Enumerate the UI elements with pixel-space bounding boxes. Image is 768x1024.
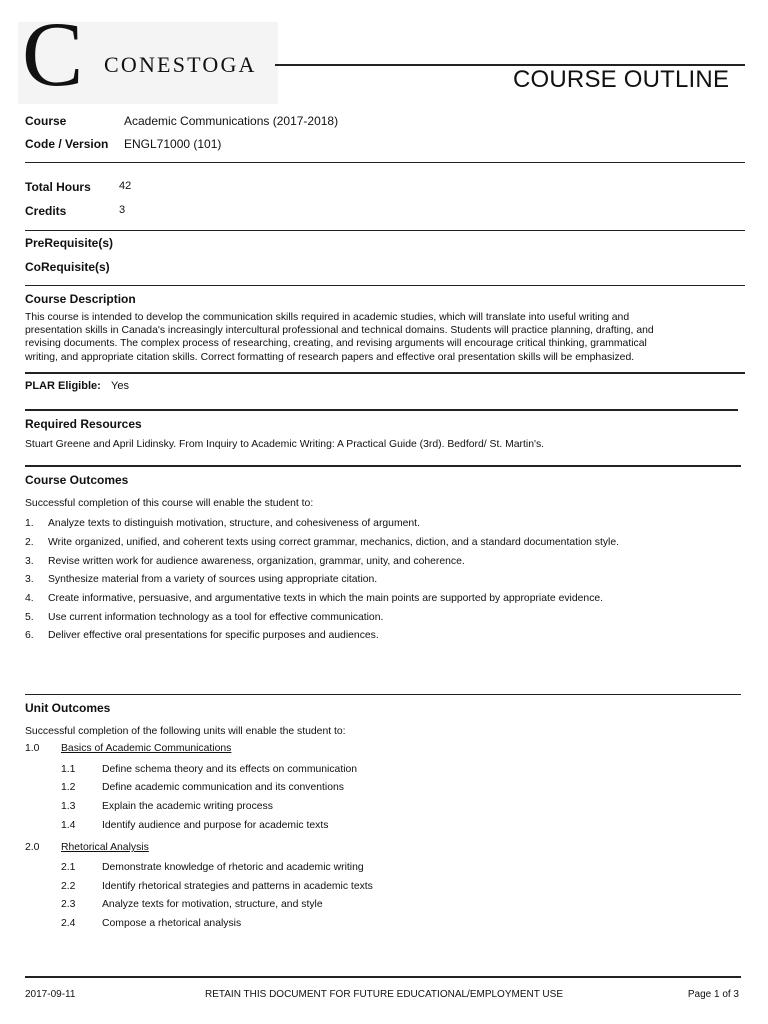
prerequisites-label: PreRequisite(s) bbox=[25, 236, 114, 250]
unit-item-text: Identify rhetorical strategies and patterns in academic texts bbox=[102, 881, 373, 892]
unit-number: 1.0 bbox=[25, 743, 40, 754]
unit-item bbox=[61, 782, 344, 793]
unit-item-text: Explain the academic writing process bbox=[102, 801, 273, 812]
resources-heading: Required Resources bbox=[25, 417, 142, 431]
outcome-text: Revise written work for audience awareness, organization, grammar, unity, and coherence. bbox=[48, 556, 465, 567]
divider bbox=[25, 409, 738, 411]
footer-notice: RETAIN THIS DOCUMENT FOR FUTURE EDUCATIONAL/EMPLOYMENT USE bbox=[205, 989, 563, 1000]
code-value: ENGL71000 (101) bbox=[124, 137, 222, 151]
outcome-text: Write organized, unified, and coherent texts using correct grammar, mechanics, diction, and a standard documentation style. bbox=[48, 537, 620, 548]
unit-item bbox=[61, 820, 329, 831]
divider bbox=[25, 230, 745, 231]
credits-value: 3 bbox=[119, 204, 126, 216]
logo-wordmark: CONESTOGA bbox=[104, 52, 257, 77]
unit-item bbox=[61, 881, 373, 892]
credits-label: Credits bbox=[25, 204, 67, 218]
description-line: presentation skills in Canada's increasingly intercultural professional and technical domains. Students will practice planning, drafting, and bbox=[25, 325, 654, 337]
unit-item-number: 1.1 bbox=[61, 764, 76, 775]
unit-item bbox=[61, 764, 358, 775]
divider bbox=[25, 694, 741, 695]
unit-item bbox=[61, 899, 323, 910]
outcome-number: 1. bbox=[25, 518, 34, 529]
page-title: COURSE OUTLINE bbox=[513, 66, 730, 93]
description-line: revising documents. The complex process of researching, creating, and revising arguments will encourage critical thinking, grammatical bbox=[25, 338, 647, 350]
unit-number: 2.0 bbox=[25, 842, 40, 853]
outcome-number: 2. bbox=[25, 537, 34, 548]
code-label: Code / Version bbox=[25, 137, 109, 151]
footer-date: 2017-09-11 bbox=[25, 989, 76, 1000]
resources-text: Stuart Greene and April Lidinsky. From Inquiry to Academic Writing: A Practical Guide (3rd). Bedford/ St. Martin's. bbox=[25, 439, 545, 450]
description-line: This course is intended to develop the communication skills required in academic studies, which will translate into useful writing and bbox=[25, 312, 630, 323]
outcome-number: 6. bbox=[25, 630, 34, 641]
unit-outcomes-intro: Successful completion of the following units will enable the student to: bbox=[25, 726, 346, 737]
outcome-text: Analyze texts to distinguish motivation, structure, and cohesiveness of argument. bbox=[48, 518, 420, 529]
unit-item-number: 2.4 bbox=[61, 918, 76, 929]
outcome-text: Create informative, persuasive, and argumentative texts in which the main points are supported by appropriate evidence. bbox=[48, 593, 604, 604]
divider bbox=[25, 465, 741, 467]
unit-item bbox=[61, 918, 242, 929]
unit-item-text: Define academic communication and its conventions bbox=[102, 782, 344, 793]
unit-item-number: 1.3 bbox=[61, 801, 76, 812]
unit-heading bbox=[25, 842, 149, 853]
unit-item bbox=[61, 862, 364, 873]
description-heading: Course Description bbox=[25, 292, 136, 306]
unit-item-number: 2.3 bbox=[61, 899, 76, 910]
divider bbox=[25, 285, 745, 286]
outcome-number: 4. bbox=[25, 593, 34, 604]
outcome-number: 5. bbox=[25, 612, 34, 623]
unit-item-number: 1.4 bbox=[61, 820, 76, 831]
outcome-number: 3. bbox=[25, 556, 34, 567]
logo-mark: C bbox=[22, 3, 84, 105]
outcome-number: 3. bbox=[25, 574, 34, 585]
description-line: writing, and appropriate citation skills. Correct formatting of research papers and effective oral presentation skills will be emphasized. bbox=[25, 351, 635, 363]
unit-item-text: Identify audience and purpose for academic texts bbox=[102, 820, 329, 831]
outcome-text: Synthesize material from a variety of sources using appropriate citation. bbox=[48, 574, 378, 585]
page-number: Page 1 of 3 bbox=[687, 989, 739, 1000]
divider bbox=[25, 162, 745, 163]
divider bbox=[25, 372, 745, 374]
unit-title: Rhetorical Analysis bbox=[61, 842, 149, 853]
outcome-text: Deliver effective oral presentations for specific purposes and audiences. bbox=[48, 630, 379, 641]
footer-rule bbox=[25, 976, 741, 978]
unit-item-number: 2.1 bbox=[61, 862, 76, 873]
unit-item-number: 1.2 bbox=[61, 782, 76, 793]
unit-item-number: 2.2 bbox=[61, 881, 76, 892]
unit-item-text: Define schema theory and its effects on communication bbox=[102, 764, 358, 775]
course-outcomes-intro: Successful completion of this course will enable the student to: bbox=[25, 498, 314, 509]
course-outcomes-heading: Course Outcomes bbox=[25, 473, 129, 487]
course-label: Course bbox=[25, 114, 67, 128]
unit-item-text: Compose a rhetorical analysis bbox=[102, 918, 242, 929]
unit-item-text: Analyze texts for motivation, structure, and style bbox=[102, 899, 323, 910]
unit-item bbox=[61, 801, 273, 812]
plar-value: Yes bbox=[111, 380, 129, 392]
hours-label: Total Hours bbox=[25, 180, 91, 194]
description-text bbox=[25, 311, 745, 364]
hours-value: 42 bbox=[119, 180, 132, 192]
unit-heading bbox=[25, 743, 232, 754]
unit-outcomes-heading: Unit Outcomes bbox=[25, 701, 111, 715]
corequisites-label: CoRequisite(s) bbox=[25, 260, 110, 274]
outcome-text: Use current information technology as a tool for effective communication. bbox=[48, 612, 384, 623]
unit-item-text: Demonstrate knowledge of rhetoric and academic writing bbox=[102, 862, 364, 873]
course-value: Academic Communications (2017-2018) bbox=[124, 114, 339, 128]
plar-label: PLAR Eligible: bbox=[25, 380, 101, 392]
unit-title: Basics of Academic Communications bbox=[61, 743, 232, 754]
